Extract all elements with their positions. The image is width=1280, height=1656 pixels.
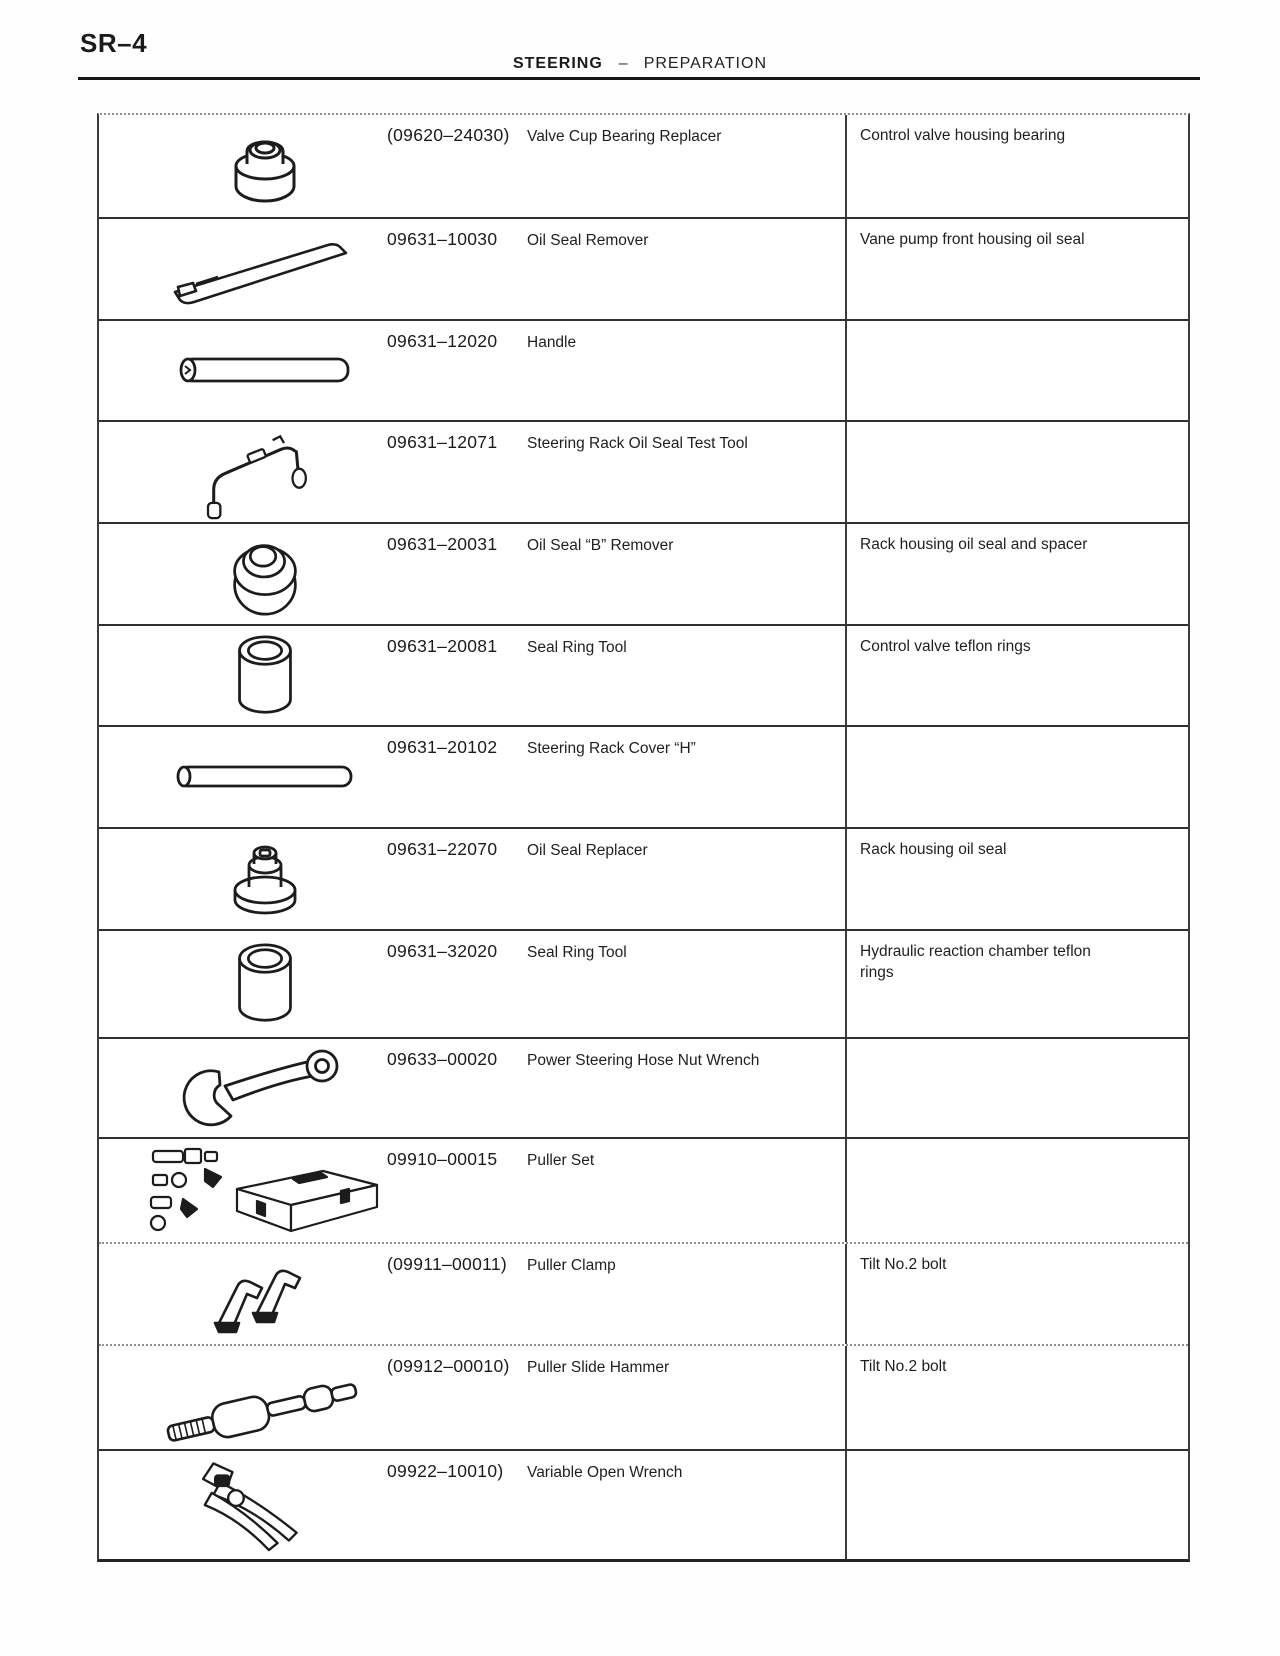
usage-cell bbox=[845, 1039, 1188, 1137]
part-number: 09631–22070 bbox=[387, 839, 498, 859]
handle-illustration bbox=[111, 321, 419, 420]
tool-cell bbox=[99, 115, 845, 217]
tool-cell bbox=[99, 1039, 845, 1137]
tool-cell bbox=[99, 727, 845, 827]
tool-cell bbox=[99, 1244, 845, 1344]
usage-note: Rack housing oil seal bbox=[860, 841, 1007, 858]
usage-note: Tilt No.2 bolt bbox=[860, 1358, 947, 1375]
valve-cup-bearing-replacer-illustration bbox=[111, 115, 419, 217]
steering-rack-cover-h-illustration bbox=[111, 727, 419, 827]
seal-ring-tool-illustration bbox=[111, 931, 419, 1037]
table-row bbox=[99, 725, 1188, 827]
tool-name: Oil Seal “B” Remover bbox=[527, 537, 674, 554]
tool-cell bbox=[99, 422, 845, 522]
part-number: (09620–24030) bbox=[387, 125, 510, 145]
part-number: 09633–00020 bbox=[387, 1049, 498, 1069]
part-number: 09631–10030 bbox=[387, 229, 498, 249]
usage-cell bbox=[845, 727, 1188, 827]
tool-name: Oil Seal Replacer bbox=[527, 842, 648, 859]
part-number: 09922–10010) bbox=[387, 1461, 504, 1481]
table-row bbox=[99, 1242, 1188, 1344]
tool-name: Handle bbox=[527, 334, 577, 351]
tool-cell bbox=[99, 524, 845, 624]
header-separator: – bbox=[618, 55, 628, 72]
usage-cell bbox=[845, 321, 1188, 420]
tool-name: Puller Clamp bbox=[527, 1257, 616, 1274]
seal-ring-tool-illustration bbox=[111, 626, 419, 725]
page-header bbox=[0, 55, 1280, 73]
tool-name: Power Steering Hose Nut Wrench bbox=[527, 1052, 760, 1069]
usage-cell bbox=[845, 524, 1188, 624]
part-number: 09631–20102 bbox=[387, 737, 498, 757]
tool-name: Seal Ring Tool bbox=[527, 639, 627, 656]
usage-cell bbox=[845, 422, 1188, 522]
power-steering-hose-nut-wrench-illustration bbox=[111, 1039, 419, 1137]
tool-cell bbox=[99, 219, 845, 319]
usage-note: Vane pump front housing oil seal bbox=[860, 231, 1085, 248]
part-number: 09631–20031 bbox=[387, 534, 498, 554]
usage-cell bbox=[845, 1139, 1188, 1242]
tool-cell bbox=[99, 1139, 845, 1242]
header-rule bbox=[78, 77, 1200, 80]
tool-name: Seal Ring Tool bbox=[527, 944, 627, 961]
puller-clamp-illustration bbox=[111, 1244, 419, 1344]
puller-set-illustration bbox=[111, 1139, 419, 1242]
table-row bbox=[99, 827, 1188, 929]
oil-seal-b-remover-illustration bbox=[111, 524, 419, 624]
usage-note: Control valve teflon rings bbox=[860, 638, 1031, 655]
usage-cell bbox=[845, 115, 1188, 217]
table-row bbox=[99, 319, 1188, 420]
steering-rack-oil-seal-test-tool-illustration bbox=[111, 422, 419, 522]
table-row bbox=[99, 1344, 1188, 1449]
table-row bbox=[99, 929, 1188, 1037]
table-row bbox=[99, 1449, 1188, 1559]
table-row bbox=[99, 115, 1188, 217]
table-row bbox=[99, 1037, 1188, 1137]
tool-cell bbox=[99, 626, 845, 725]
table-row bbox=[99, 522, 1188, 624]
tool-cell bbox=[99, 931, 845, 1037]
part-number: (09912–00010) bbox=[387, 1356, 510, 1376]
tool-name: Valve Cup Bearing Replacer bbox=[527, 128, 722, 145]
usage-cell bbox=[845, 829, 1188, 929]
tool-name: Oil Seal Remover bbox=[527, 232, 649, 249]
variable-open-wrench-illustration bbox=[111, 1451, 419, 1559]
part-number: 09631–12020 bbox=[387, 331, 498, 351]
tool-cell bbox=[99, 1451, 845, 1559]
tool-name: Puller Slide Hammer bbox=[527, 1359, 670, 1376]
usage-cell bbox=[845, 1346, 1188, 1449]
tool-name: Steering Rack Cover “H” bbox=[527, 740, 696, 757]
part-number: 09910–00015 bbox=[387, 1149, 498, 1169]
usage-note: Hydraulic reaction chamber teflon rings bbox=[860, 943, 1091, 981]
page-code: SR–4 bbox=[80, 28, 148, 58]
table-row bbox=[99, 217, 1188, 319]
part-number: 09631–12071 bbox=[387, 432, 498, 452]
usage-cell bbox=[845, 1244, 1188, 1344]
table-row bbox=[99, 1137, 1188, 1242]
usage-note: Control valve housing bearing bbox=[860, 127, 1066, 144]
table-row bbox=[99, 624, 1188, 725]
oil-seal-replacer-illustration bbox=[111, 829, 419, 929]
usage-cell bbox=[845, 931, 1188, 1037]
usage-cell bbox=[845, 1451, 1188, 1559]
usage-cell bbox=[845, 219, 1188, 319]
usage-note: Tilt No.2 bolt bbox=[860, 1256, 947, 1273]
oil-seal-remover-illustration bbox=[111, 219, 419, 319]
tool-cell bbox=[99, 1346, 845, 1449]
tools-table bbox=[97, 113, 1190, 1562]
tool-name: Puller Set bbox=[527, 1152, 595, 1169]
table-row bbox=[99, 420, 1188, 522]
usage-note: Rack housing oil seal and spacer bbox=[860, 536, 1088, 553]
tool-name: Variable Open Wrench bbox=[527, 1464, 683, 1481]
header-section: STEERING bbox=[512, 55, 603, 72]
part-number: 09631–20081 bbox=[387, 636, 498, 656]
tool-cell bbox=[99, 321, 845, 420]
tool-name: Steering Rack Oil Seal Test Tool bbox=[527, 435, 748, 452]
puller-slide-hammer-illustration bbox=[111, 1346, 419, 1449]
tool-cell bbox=[99, 829, 845, 929]
part-number: 09631–32020 bbox=[387, 941, 498, 961]
header-subsection: PREPARATION bbox=[643, 55, 767, 72]
usage-cell bbox=[845, 626, 1188, 725]
part-number: (09911–00011) bbox=[387, 1254, 508, 1274]
